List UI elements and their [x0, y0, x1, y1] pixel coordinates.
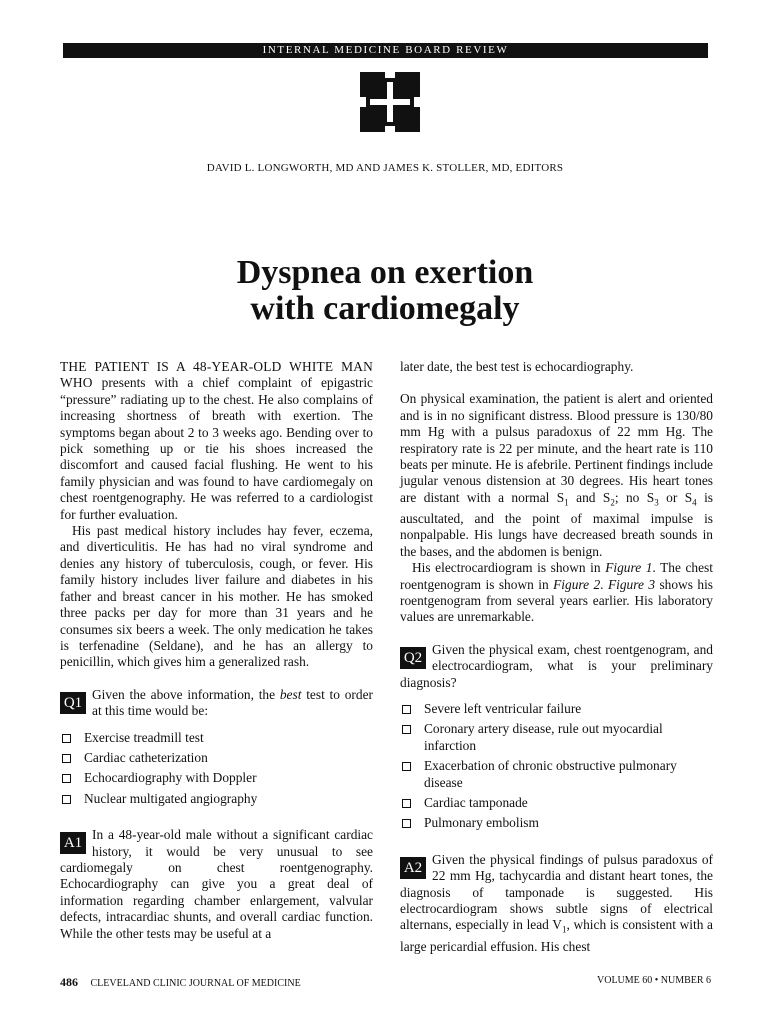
a1-continued: later date, the best test is echocardiography. — [400, 359, 634, 374]
footer-volume: VOLUME 60 • NUMBER 6 — [597, 975, 712, 986]
a2-text: Given the physical findings of pulsus paradoxus of 22 mm Hg, tachycardia and distant heart tones, the diagnosis of tamponade is suggested. His electrocardiogram shows subtle signs of electrical alternans, especially in lead $V_1$, which is consistent with a large pericardial effusion. His chest — [400, 851, 713, 954]
q2-option[interactable]: Exacerbation of chronic obstructive pulmonary disease — [400, 758, 713, 791]
ecg-paragraph: His electrocardiogram is shown in Figure 1. The chest roentgenogram is shown in Figure 2. Figure 3 shows his roentgenogram from several years earlier. His laboratory values are unremarkable. — [400, 560, 713, 625]
q2-option[interactable]: Cardiac tamponade — [400, 795, 713, 811]
a1-text: In a 48-year-old male without a significant cardiac history, it would be very unusual to see cardiomegaly on chest roentgenography. Echocardiography can give you a great deal of information regarding chamber enlargement, valvular defects, intracardiac shunts, and overall cardiac function. While the other tests may be useful at a — [60, 827, 373, 941]
case-intro-lead: THE PATIENT IS A 48-YEAR-OLD WHITE MAN WHO — [60, 359, 373, 391]
answer-2 — [400, 852, 713, 955]
answer-1 — [60, 827, 373, 942]
title-line-2: with cardiomegaly — [250, 290, 520, 327]
page-number: 486 — [60, 975, 78, 989]
section-banner: INTERNAL MEDICINE BOARD REVIEW — [63, 43, 708, 58]
q1-option[interactable]: Exercise treadmill test — [60, 730, 373, 746]
question-1 — [60, 687, 373, 720]
figure-2-ref: Figure 2 — [553, 576, 601, 592]
title-line-1: Dyspnea on exertion — [236, 254, 534, 291]
figure-1-ref: Figure 1 — [605, 560, 653, 576]
question-2 — [400, 642, 713, 691]
figure-3-ref: Figure 3 — [607, 576, 656, 592]
right-column — [400, 359, 713, 955]
q1-badge: Q1 — [60, 692, 86, 714]
a2-badge: A2 — [400, 857, 426, 879]
q2-options — [400, 701, 713, 832]
q2-text: Given the physical exam, chest roentgenogram, and electrocardiogram, what is your preliminary diagnosis? — [400, 641, 713, 690]
journal-logo — [360, 72, 420, 132]
q2-option[interactable]: Severe left ventricular failure — [400, 701, 713, 717]
q2-option[interactable]: Coronary artery disease, rule out myocardial infarction — [400, 721, 713, 754]
q1-options — [60, 730, 373, 808]
past-history: His past medical history includes hay fever, eczema, and diverticulitis. He has had no viral syndrome and denies any history of tuberculosis, cough, or fever. His family history includes liver failure and diabetes in his father and breast cancer in his mother. He has smoked three packs per day for more than 31 years and he consumes six beers a week. The only medication he takes is terfenadine (Seldane), and he has an allergy to penicillin, which gives him a generalized rash. — [60, 523, 373, 670]
q1-option[interactable]: Cardiac catheterization — [60, 750, 373, 766]
q1-option[interactable]: Nuclear multigated angiography — [60, 791, 373, 807]
a1-badge: A1 — [60, 832, 86, 854]
case-intro — [60, 359, 373, 523]
q2-option[interactable]: Pulmonary embolism — [400, 815, 713, 831]
q1-text: Given the above information, the best test to order at this time would be: — [92, 686, 373, 719]
journal-name: CLEVELAND CLINIC JOURNAL OF MEDICINE — [90, 978, 301, 989]
q2-badge: Q2 — [400, 647, 426, 669]
physical-exam: On physical examination, the patient is alert and oriented and is in no significant distress. Blood pressure is 130/80 mm Hg with a pulsus paradoxus of 22 mm Hg. The respiratory rate is 22 per minute, and the heart rate is 110 beats per minute. He is afebrile. Pertinent findings include jugular venous distension at 30 degrees. His heart tones are distant with a normal $S_1$ and $S_2$; no $S_3$ or $S_4$ is auscultated, and the point of maximal impulse is nonpalpable. His lungs have decreased breath sounds in the bases, and the abdomen is benign. — [400, 391, 713, 559]
q1-option[interactable]: Echocardiography with Doppler — [60, 770, 373, 786]
footer-left — [60, 975, 301, 990]
case-intro-text: presents with a chief complaint of epigastric “pressure” radiating up to the chest. He also complains of increasing shortness of breath with exertion. The symptoms began about 2 to 3 weeks ago. Bending over to pick something up or tie his shoes increased the discomfort and caused facial flushing. He went to his family physician and was found to have cardiomegaly on chest roentgenography. He was referred to a cardiologist for further evaluation. — [60, 375, 373, 522]
editors-line: DAVID L. LONGWORTH, MD AND JAMES K. STOLLER, MD, EDITORS — [206, 162, 564, 174]
article-title — [0, 255, 770, 327]
left-column — [60, 359, 373, 942]
